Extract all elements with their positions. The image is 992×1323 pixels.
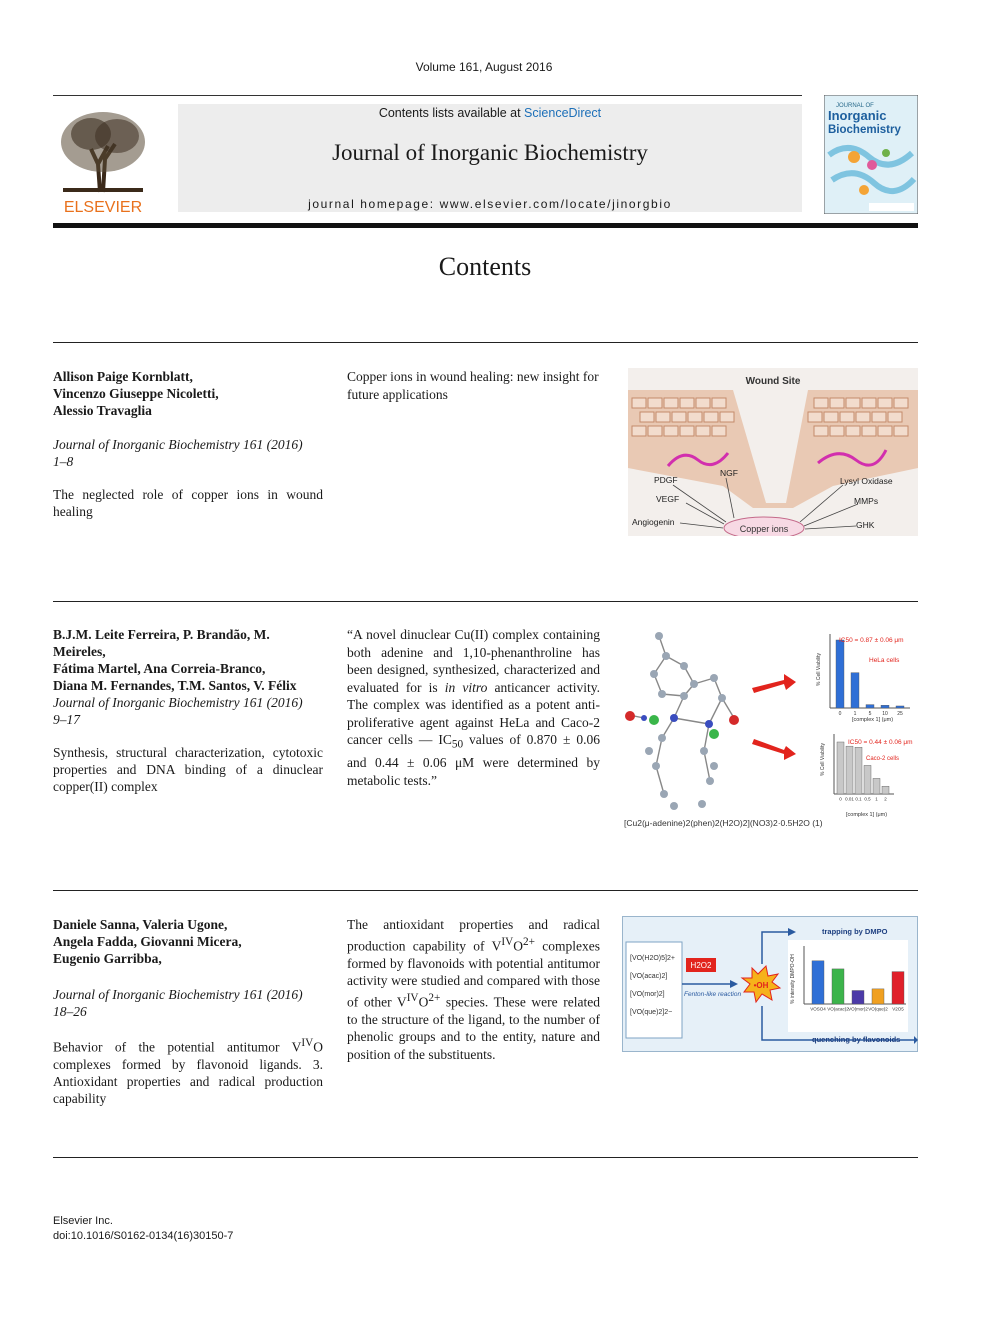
figure-label-ngf: NGF — [720, 468, 738, 478]
chart-bar — [851, 673, 859, 708]
figure-copper-ions-label: Copper ions — [739, 524, 789, 534]
chart-bar — [866, 705, 874, 708]
article-1-title[interactable]: The neglected role of copper ions in wound healing — [53, 487, 323, 519]
contents-prefix: Contents lists available at — [378, 106, 525, 120]
chart-bar — [837, 742, 844, 794]
section-divider — [53, 1157, 918, 1158]
chart-tick-label: VO(que)2 — [868, 1006, 888, 1012]
volume-info: Volume 161, August 2016 — [415, 60, 553, 74]
abstract-text: complexes formed by flavonoids with potential antitumor activity were studied and compared with those of other V — [347, 938, 600, 1009]
chart-bar — [832, 969, 844, 1004]
header-thick-rule — [53, 223, 918, 228]
chart-tick-label: 10 — [882, 711, 888, 717]
citation-pages: 18–26 — [53, 1004, 87, 1019]
chart-bar — [855, 747, 862, 794]
chart-tick-label: V2O5 — [892, 1006, 904, 1012]
article-1-abstract: Copper ions in wound healing: new insight for future applications — [347, 369, 599, 402]
abstract-text: O — [418, 994, 429, 1009]
title-superscript: IV — [301, 1037, 314, 1049]
figure-label-angiogenin: Angiogenin — [632, 517, 675, 527]
article-3-citation[interactable] — [53, 986, 323, 1020]
chart-bar — [882, 786, 889, 794]
chart-bar — [864, 765, 871, 794]
abstract-italic: in vitro — [444, 679, 488, 695]
header-divider — [53, 95, 802, 96]
chart-bar — [873, 778, 880, 794]
abstract-superscript: 2+ — [522, 935, 535, 948]
h2o2-label: H2O2 — [690, 961, 712, 970]
species-2: [VO(acac)2] — [630, 973, 668, 980]
species-3: [VO(mor)2] — [630, 991, 665, 998]
caco-ic50-label: IC50 = 0.44 ± 0.06 μm — [848, 739, 913, 746]
hela-ic50-label: IC50 = 0.87 ± 0.06 μm — [839, 637, 904, 644]
journal-title: Journal of Inorganic Biochemistry — [332, 140, 648, 165]
chart-tick-label: 1 — [875, 796, 878, 802]
article-1-citation[interactable] — [53, 436, 323, 470]
abstract-superscript: 2+ — [428, 991, 441, 1004]
section-divider — [53, 601, 918, 602]
author-line: Daniele Sanna, Valeria Ugone, — [53, 917, 228, 932]
figure-label-mmps: MMPs — [854, 496, 879, 506]
figure-wound-site-label: Wound Site — [745, 376, 801, 387]
citation-line: Journal of Inorganic Biochemistry 161 (2016) — [53, 695, 303, 710]
article-3-title[interactable] — [53, 1035, 323, 1107]
chart-tick-label: 0.1 — [855, 796, 862, 802]
complex-formula: [Cu2(μ-adenine)2(phen)2(H2O)2](NO3)2·0.5H2O (1) — [624, 818, 823, 828]
article-1-graphical-abstract[interactable] — [628, 368, 918, 536]
caco-cells-label: Caco-2 cells — [866, 756, 900, 762]
section-divider — [53, 890, 918, 891]
cover-biochemistry: Biochemistry — [828, 124, 901, 136]
chart-tick-label: VOSO4 — [810, 1006, 826, 1012]
elsevier-wordmark: ELSEVIER — [63, 199, 143, 214]
fenton-label: Fenton-like reaction — [684, 991, 742, 998]
contents-available-line — [178, 106, 802, 120]
chart-bar — [892, 972, 904, 1004]
journal-cover-image[interactable] — [824, 95, 918, 214]
quenching-label: quenching by flavonoids — [812, 1035, 901, 1044]
chart-tick-label: 0.01 — [845, 796, 854, 802]
section-divider — [53, 342, 918, 343]
citation-line: Journal of Inorganic Biochemistry 161 (2016) — [53, 987, 303, 1002]
cover-inorganic: Inorganic — [828, 108, 887, 123]
chart-tick-label: 0.5 — [864, 796, 871, 802]
figure-label-pdgf: PDGF — [654, 475, 678, 485]
citation-pages: 1–8 — [53, 454, 74, 469]
chart-bar — [872, 989, 884, 1004]
article-2-abstract — [347, 626, 600, 789]
author-line: Alessio Travaglia — [53, 403, 152, 418]
abstract-superscript: IV — [406, 991, 419, 1004]
footer-doi[interactable]: doi:10.1016/S0162-0134(16)30150-7 — [53, 1230, 234, 1242]
chart-tick-label: 25 — [897, 711, 903, 717]
chart-tick-label: 2 — [884, 796, 887, 802]
radical-label: •OH — [753, 981, 769, 990]
abstract-text: “A novel dinuclear Cu(II) complex containing both adenine and 1,10-phenanthroline has been designed, synthesized, characterized and evaluated for is — [347, 627, 600, 695]
chart-bar — [852, 991, 864, 1005]
article-3-authors — [53, 916, 323, 967]
hela-cells-label: HeLa cells — [869, 657, 900, 664]
chart-bar — [846, 746, 853, 794]
chart-bar — [881, 705, 889, 708]
article-2-graphical-abstract[interactable] — [614, 626, 918, 832]
author-line: Fátima Martel, Ana Correia-Branco, — [53, 661, 266, 676]
chart-bar — [836, 640, 844, 708]
abstract-text: anticancer activity. The complex was identified as a potent anti-proliferative agent against HeLa and Caco-2 cancer cells — IC — [347, 679, 600, 747]
sciencedirect-link[interactable]: ScienceDirect — [524, 106, 602, 120]
chart-tick-label: 0 — [838, 711, 842, 717]
chart-tick-label: VO(mor)2 — [848, 1006, 868, 1012]
figure-label-lysyl-oxidase: Lysyl Oxidase — [840, 476, 893, 486]
citation-pages: 9–17 — [53, 712, 80, 727]
abstract-text: O — [513, 938, 523, 953]
hela-xlabel: [complex 1] (μm) — [852, 717, 894, 723]
article-3-abstract — [347, 916, 600, 1063]
chart-bar — [896, 706, 904, 708]
species-1: [VO(H2O)5]2+ — [630, 955, 675, 962]
citation-line: Journal of Inorganic Biochemistry 161 (2016) — [53, 437, 303, 452]
chart-tick-label: VO(acac)2 — [827, 1006, 849, 1012]
article-2-citation[interactable] — [53, 694, 323, 728]
article-3-graphical-abstract[interactable] — [622, 916, 918, 1052]
abstract-text: The antioxidant properties and radical production capability of V — [347, 917, 600, 953]
title-text: O complexes formed by flavonoid ligands. 3. Antioxidant properties and radical production capability — [53, 1039, 323, 1106]
title-text: Behavior of the potential antitumor V — [53, 1039, 302, 1055]
figure-label-vegf: VEGF — [656, 494, 680, 504]
chart-tick-label: 1 — [853, 711, 857, 717]
author-line: Allison Paige Kornblatt, — [53, 369, 193, 384]
abstract-superscript: IV — [501, 935, 514, 948]
caco-xlabel: [complex 1] (μm) — [846, 812, 888, 818]
author-line: Eugenio Garribba, — [53, 951, 162, 966]
article-2-authors — [53, 626, 323, 694]
author-line: Diana M. Fernandes, T.M. Santos, V. Félix — [53, 678, 297, 693]
species-4: [VO(que)2]2− — [630, 1009, 673, 1016]
footer-publisher: Elsevier Inc. — [53, 1215, 113, 1227]
page-title: Contents — [438, 252, 532, 281]
abstract-subscript: 50 — [451, 738, 464, 751]
hela-ylabel: % Cell Viability — [816, 653, 822, 686]
journal-homepage[interactable]: journal homepage: www.elsevier.com/locate/jinorgbio — [308, 197, 672, 211]
dmpo-ylabel: % intensity DMPO-OH — [790, 954, 796, 1004]
figure-label-ghk: GHK — [856, 520, 875, 530]
chart-tick-label: 0 — [839, 796, 842, 802]
abstract-text: species. These were related to the structure of the ligand, to the number of phenolic groups and to the entity, nature and position of the substituents. — [347, 994, 600, 1062]
cover-journal-of: JOURNAL OF — [836, 103, 874, 109]
elsevier-logo — [53, 104, 153, 214]
article-1-authors — [53, 368, 323, 419]
author-line: Vincenzo Giuseppe Nicoletti, — [53, 386, 219, 401]
abstract-text: values of 0.870 ± 0.06 and 0.44 ± 0.06 μM were determined by metabolic tests.” — [347, 732, 600, 788]
caco-ylabel: % Cell Viability — [820, 743, 826, 776]
trapping-label: trapping by DMPO — [822, 927, 888, 936]
author-line: B.J.M. Leite Ferreira, P. Brandão, M. Meireles, — [53, 627, 270, 659]
chart-tick-label: 5 — [868, 711, 872, 717]
author-line: Angela Fadda, Giovanni Micera, — [53, 934, 242, 949]
chart-bar — [812, 961, 824, 1004]
article-2-title[interactable]: Synthesis, structural characterization, cytotoxic properties and DNA binding of a dinuclear copper(II) complex — [53, 745, 323, 794]
